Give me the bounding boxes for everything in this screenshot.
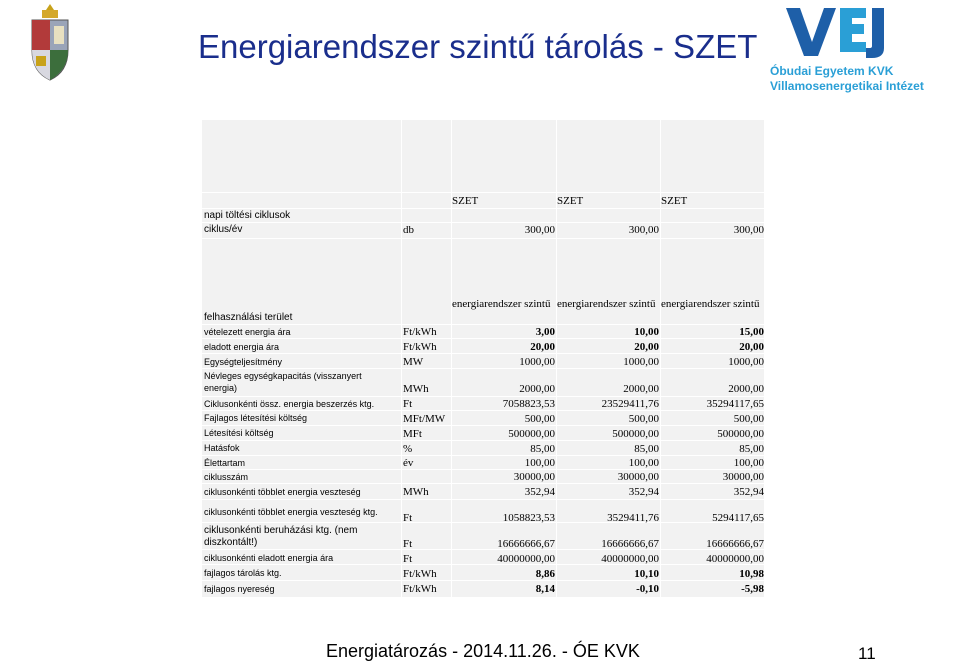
table-cell: energiarendszer szintű — [661, 298, 760, 310]
row-label: ciklusonkénti többlet energia veszteség — [204, 487, 361, 497]
row-unit: Ft — [403, 512, 413, 524]
table-cell: 1058823,53 — [502, 512, 555, 524]
table-cell: 10,10 — [634, 568, 659, 580]
row-separator — [202, 238, 764, 239]
table-cell: 500,00 — [628, 413, 659, 425]
row-label: napi töltési ciklusok — [204, 210, 291, 221]
slide-title: Energiarendszer szintű tárolás - SZET — [198, 28, 758, 65]
table-cell: 16666666,67 — [706, 538, 764, 550]
row-separator — [202, 425, 764, 426]
column-header: SZET — [661, 195, 688, 207]
row-unit: Ft — [403, 398, 413, 410]
table-cell: 20,00 — [739, 341, 764, 353]
row-label: Létesítési költség — [204, 428, 274, 438]
table-cell: 30000,00 — [722, 471, 764, 483]
row-separator — [202, 338, 764, 339]
table-cell: 100,00 — [733, 457, 764, 469]
page-number: 11 — [858, 644, 876, 663]
row-label: fajlagos nyereség — [204, 584, 275, 594]
table-cell: 100,00 — [628, 457, 659, 469]
table-cell: 500000,00 — [612, 428, 659, 440]
table-cell: 10,98 — [739, 568, 764, 580]
row-unit: MWh — [403, 383, 429, 395]
table-cell: 300,00 — [733, 224, 764, 236]
table-cell: 20,00 — [634, 341, 659, 353]
table-cell: energiarendszer szintű — [452, 298, 551, 310]
slide-footer: Energiatározás - 2014.11.26. - ÓE KVK — [326, 641, 640, 661]
table-cell: 1000,00 — [728, 356, 764, 368]
table-cell: 300,00 — [524, 224, 555, 236]
table-cell: 3529411,76 — [607, 512, 659, 524]
row-unit: Ft — [403, 553, 413, 565]
table-cell: 30000,00 — [513, 471, 555, 483]
row-unit: MWh — [403, 486, 429, 498]
table-cell: 352,94 — [524, 486, 555, 498]
table-cell: 2000,00 — [623, 383, 659, 395]
table-cell: -5,98 — [741, 583, 764, 595]
row-unit: MFt — [403, 428, 422, 440]
table-cell: 10,00 — [634, 326, 659, 338]
row-unit: Ft — [403, 538, 413, 550]
table-cell: 85,00 — [739, 443, 764, 455]
row-separator — [202, 396, 764, 397]
table-cell: 40000000,00 — [601, 553, 659, 565]
row-label: Hatásfok — [204, 443, 240, 453]
table-cell: 2000,00 — [728, 383, 764, 395]
table-cell: 500000,00 — [508, 428, 555, 440]
table-cell: 2000,00 — [519, 383, 555, 395]
row-label: Fajlagos létesítési költség — [204, 413, 308, 423]
row-separator — [202, 192, 764, 193]
table-cell: 23529411,76 — [601, 398, 659, 410]
table-cell: 85,00 — [530, 443, 555, 455]
table-cell: 7058823,53 — [502, 398, 555, 410]
table-cell: 1000,00 — [623, 356, 659, 368]
row-label: vételezett energia ára — [204, 327, 291, 337]
table-cell: 5294117,65 — [712, 512, 764, 524]
row-unit: Ft/kWh — [403, 341, 437, 353]
table-cell: 100,00 — [524, 457, 555, 469]
row-separator — [202, 499, 764, 500]
row-separator — [202, 410, 764, 411]
row-label: ciklusonkénti beruházási ktg. (nem diszkontált!) — [204, 525, 358, 548]
row-unit: Ft/kWh — [403, 568, 437, 580]
row-label: ciklusszám — [204, 472, 249, 482]
table-cell: 8,14 — [535, 583, 555, 595]
row-label: Ciklusonkénti össz. energia beszerzés ktg. — [204, 399, 375, 409]
row-separator — [202, 222, 764, 223]
row-separator — [202, 440, 764, 441]
row-unit: % — [403, 443, 413, 455]
row-unit: Ft/kWh — [403, 583, 437, 595]
table-cell: 8,86 — [535, 568, 555, 580]
table-cell: 20,00 — [530, 341, 555, 353]
row-label: Névleges egységkapacitás (visszanyert energia) — [204, 371, 362, 393]
row-separator — [202, 483, 764, 484]
table-cell: 300,00 — [628, 224, 659, 236]
column-header: SZET — [557, 195, 584, 207]
table-cell: 40000000,00 — [497, 553, 555, 565]
row-unit: MW — [403, 356, 424, 368]
table-cell: 500,00 — [524, 413, 555, 425]
row-separator — [202, 469, 764, 470]
row-label: Élettartam — [204, 458, 246, 468]
table-cell: 352,94 — [628, 486, 659, 498]
vei-logo — [784, 4, 894, 62]
row-label: fajlagos tárolás ktg. — [204, 568, 282, 578]
table-cell: 15,00 — [739, 326, 764, 338]
row-unit: MFt/MW — [403, 413, 446, 425]
table-cell: 500000,00 — [717, 428, 764, 440]
row-separator — [202, 368, 764, 369]
row-separator — [202, 324, 764, 325]
row-label: eladott energia ára — [204, 342, 280, 352]
table-cell: energiarendszer szintű — [557, 298, 656, 310]
row-unit: db — [403, 224, 414, 236]
city-crest-icon — [28, 2, 72, 82]
row-label: ciklus/év — [204, 224, 243, 235]
table-cell: 16666666,67 — [497, 538, 555, 550]
table-cell: -0,10 — [636, 583, 659, 595]
row-separator — [202, 580, 764, 581]
row-label: felhasználási terület — [204, 312, 293, 323]
institute-name-line2: Villamosenergetikai Intézet — [770, 79, 924, 93]
table-cell: 1000,00 — [519, 356, 555, 368]
column-header: SZET — [452, 195, 479, 207]
table-cell: 40000000,00 — [706, 553, 764, 565]
table-cell: 500,00 — [733, 413, 764, 425]
row-label: Egységteljesítmény — [204, 357, 283, 367]
row-unit: év — [403, 457, 414, 469]
table-cell: 30000,00 — [617, 471, 659, 483]
institute-name-line1: Óbudai Egyetem KVK — [770, 64, 894, 78]
row-unit: Ft/kWh — [403, 326, 437, 338]
table-cell: 352,94 — [733, 486, 764, 498]
table-cell: 85,00 — [634, 443, 659, 455]
row-label: ciklusonkénti többlet energia veszteség ktg. — [204, 507, 378, 517]
row-separator — [202, 455, 764, 456]
row-label: ciklusonkénti eladott energia ára — [204, 553, 334, 563]
table-cell: 35294117,65 — [706, 398, 764, 410]
row-separator — [202, 208, 764, 209]
row-separator — [202, 353, 764, 354]
table-cell: 3,00 — [535, 326, 555, 338]
table-cell: 16666666,67 — [601, 538, 659, 550]
